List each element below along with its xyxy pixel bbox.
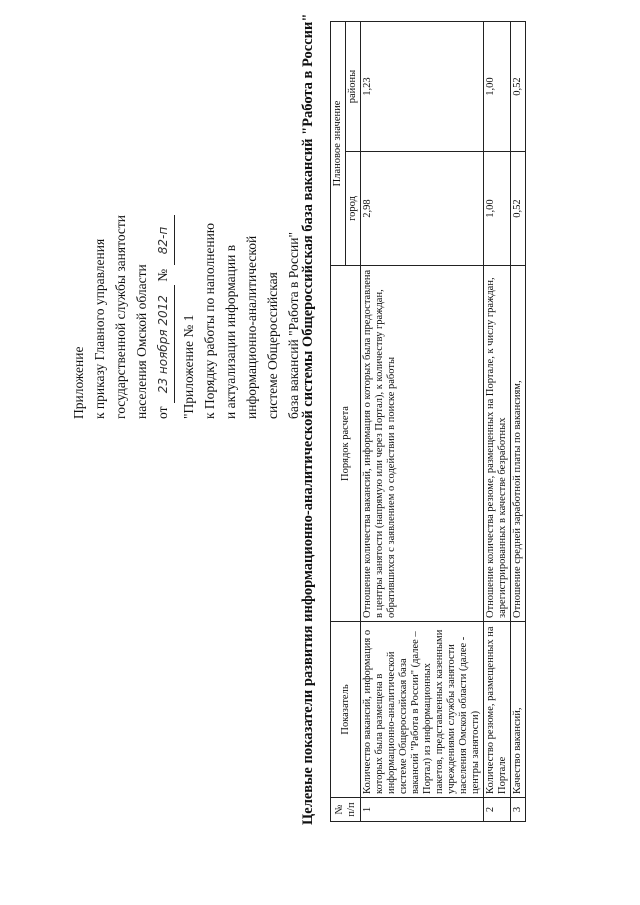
date-prefix: от bbox=[155, 406, 170, 419]
row-calculation: Отношение количества вакансий, информация о которых была предоставлена в центры занятости (напрямую или через Портал), к количеству граждан, обратившихся с заявлением о содействии в поиске работы bbox=[361, 266, 484, 622]
row-city-value: 0,52 bbox=[511, 152, 526, 266]
document-title: Целевые показатели развития информационно-аналитической системы Общероссийская база вакансий "Работа в России" bbox=[300, 13, 316, 825]
row-districts-value: 0,52 bbox=[511, 22, 526, 152]
table-row bbox=[484, 22, 511, 822]
attachment-line: системе Общероссийская bbox=[265, 272, 280, 419]
row-indicator: Качество вакансий, bbox=[511, 622, 526, 798]
table-header-row bbox=[331, 22, 346, 822]
table-row bbox=[511, 22, 526, 822]
row-indicator: Количество вакансий, информация о которых была размещена в информационно-аналитической системе Общероссийская база вакансий "Работа в России" (далее – Портал) из информационных пакетов, представленных казенными учреждениями службы занятости населения Омской области (далее - центры занятости) bbox=[361, 622, 484, 798]
header-city: город bbox=[346, 152, 361, 266]
handwritten-date: 23 ноября 2012 bbox=[153, 285, 175, 403]
number-prefix: № bbox=[155, 268, 170, 282]
handwritten-number: 82-п bbox=[153, 216, 175, 266]
header-indicator: Показатель bbox=[331, 622, 361, 798]
table-row bbox=[361, 22, 484, 822]
header-districts: районы bbox=[346, 22, 361, 152]
attachment-line: "Приложение № 1 bbox=[181, 314, 196, 419]
row-city-value: 2,98 bbox=[361, 152, 484, 266]
row-num: 3 bbox=[511, 798, 526, 822]
row-city-value: 1,00 bbox=[484, 152, 511, 266]
indicators-table bbox=[330, 21, 526, 822]
row-districts-value: 1,00 bbox=[484, 22, 511, 152]
header-plan-value: Плановое значение bbox=[331, 22, 346, 266]
attachment-line: информационно-аналитической bbox=[244, 235, 259, 419]
attachment-line: база вакансий "Работа в России" bbox=[286, 232, 301, 419]
appendix-line: к приказу Главного управления bbox=[92, 238, 107, 419]
header-calculation: Порядок расчета bbox=[331, 266, 361, 622]
row-calculation: Отношение средней заработной платы по вакансиям, bbox=[511, 266, 526, 622]
attachment-line: к Порядку работы по наполнению bbox=[202, 223, 217, 419]
attachment-line: и актуализации информации в bbox=[223, 244, 238, 419]
appendix-header bbox=[68, 215, 175, 419]
header-num: № п/п bbox=[331, 798, 361, 822]
row-calculation: Отношение количества резюме, размещенных на Портале, к числу граждан, зарегистрированных в качестве безработных bbox=[484, 266, 511, 622]
appendix-line: Приложение bbox=[71, 346, 86, 419]
row-num: 2 bbox=[484, 798, 511, 822]
row-indicator: Количество резюме, размещенных на Портале bbox=[484, 622, 511, 798]
appendix-line: государственной службы занятости bbox=[113, 214, 128, 419]
attachment-header bbox=[178, 223, 304, 419]
appendix-date-line bbox=[152, 215, 175, 419]
appendix-line: населения Омской области bbox=[134, 264, 149, 419]
row-districts-value: 1,23 bbox=[361, 22, 484, 152]
row-num: 1 bbox=[361, 798, 484, 822]
